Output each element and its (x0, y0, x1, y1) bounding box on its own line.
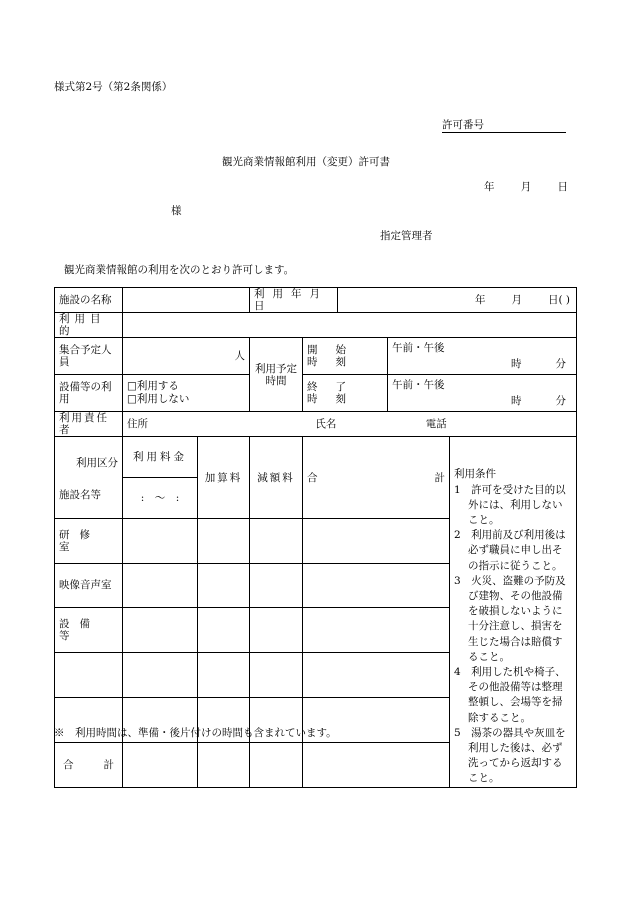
discount-header: 減額料 (250, 437, 303, 518)
surcharge-cell[interactable] (198, 563, 250, 608)
start-time-label: 開始時刻 (303, 338, 388, 375)
start-time-value[interactable] (388, 338, 577, 375)
use-no-checkbox[interactable]: □利用しない (127, 393, 190, 406)
condition-4: 4 利用した机や椅子、その他設備等は整理整頓し、会場等を掃除すること。 (454, 666, 566, 724)
conditions-cell (450, 437, 577, 787)
footnote: ※ 利用時間は、準備・後片付けの時間も含まれています。 (54, 727, 337, 739)
fee-cell[interactable] (123, 563, 198, 608)
discount-cell[interactable] (250, 608, 303, 653)
form-number: 様式第2号（第2条関係） (54, 81, 173, 93)
start-ampm: 午前・午後 (392, 342, 445, 355)
facility-name-value[interactable] (123, 288, 250, 313)
purpose-value[interactable] (123, 313, 577, 338)
total-cell[interactable] (303, 563, 450, 608)
usage-category-label: 利用区分 (76, 456, 118, 469)
surcharge-total[interactable] (198, 742, 250, 787)
total-cell[interactable] (303, 608, 450, 653)
document-title: 観光商業情報館利用（変更）許可書 (222, 156, 390, 168)
surcharge-cell[interactable] (198, 518, 250, 563)
equipment-label: 設備等の利用 (55, 375, 123, 412)
end-time-value[interactable] (388, 375, 577, 412)
fee-header: 利用料金 (123, 437, 198, 478)
total-header: 合 計 (303, 437, 450, 518)
permit-table (54, 287, 577, 788)
attendees-label: 集合予定人員 (55, 338, 123, 375)
grand-total-value[interactable] (303, 742, 450, 787)
usage-date-value[interactable] (338, 288, 577, 313)
usage-day: 日( ) (547, 294, 570, 307)
attendees-value[interactable] (123, 338, 250, 375)
date-month: 月 (520, 181, 532, 193)
name-label: 氏名 (315, 418, 337, 431)
condition-2: 2 利用前及び利用後は必ず職員に申し出その指示に従うこと。 (454, 529, 566, 572)
use-yes-checkbox[interactable]: □利用する (127, 380, 179, 393)
equipment-options (123, 375, 250, 412)
fee-total[interactable] (123, 742, 198, 787)
end-time-label: 終了時刻 (303, 375, 388, 412)
room-av: 映像音声室 (55, 563, 123, 608)
total-cell[interactable] (303, 653, 450, 698)
address-label: 住所 (127, 418, 148, 431)
start-hour: 時 (511, 358, 522, 371)
end-minute: 分 (555, 395, 566, 408)
fee-cell[interactable] (123, 518, 198, 563)
usage-date-label: 利用年月日 (250, 288, 338, 313)
discount-cell[interactable] (250, 653, 303, 698)
time-range-header: : ～ : (123, 478, 198, 519)
phone-label: 電話 (425, 418, 447, 431)
grand-total-label: 合 計 (55, 742, 123, 787)
permit-number (442, 120, 566, 133)
usage-month: 月 (511, 294, 522, 307)
condition-1: 1 許可を受けた目的以外には、利用しないこと。 (454, 483, 566, 526)
room-training: 研修室 (55, 518, 123, 563)
intro-text: 観光商業情報館の利用を次のとおり許可します。 (64, 264, 295, 276)
fee-cell[interactable] (123, 653, 198, 698)
addressee-suffix: 様 (171, 205, 182, 217)
facility-names-label: 施設名等 (59, 488, 101, 501)
surcharge-header: 加算料 (198, 437, 250, 518)
blank-room[interactable] (55, 653, 123, 698)
responsible-label: 利用責任者 (55, 412, 123, 437)
date-year: 年 (484, 181, 495, 193)
date-day: 日 (557, 181, 568, 193)
conditions-title: 利用条件 (454, 468, 496, 481)
condition-3: 3 火災、盗難の予防及び建物、その他設備を破損しないように十分注意し、損害を生じた場合は賠償すること。 (454, 574, 566, 663)
responsible-value[interactable] (123, 412, 577, 437)
end-ampm: 午前・午後 (392, 379, 445, 392)
discount-cell[interactable] (250, 518, 303, 563)
category-header (55, 437, 123, 518)
end-hour: 時 (511, 395, 522, 408)
room-equipment: 設備等 (55, 608, 123, 653)
attendees-unit: 人 (234, 350, 245, 363)
condition-5: 5 湯茶の器具や灰皿を利用した後は、必ず洗ってから返却すること。 (454, 726, 566, 785)
discount-cell[interactable] (250, 563, 303, 608)
fee-cell[interactable] (123, 608, 198, 653)
surcharge-cell[interactable] (198, 608, 250, 653)
discount-total[interactable] (250, 742, 303, 787)
facility-name-label: 施設の名称 (55, 288, 123, 313)
start-minute: 分 (555, 358, 566, 371)
total-cell[interactable] (303, 518, 450, 563)
purpose-label: 利用目的 (55, 313, 123, 338)
permit-number-label: 許可番号 (442, 120, 566, 133)
schedule-label: 利用予定時間 (250, 338, 303, 412)
issue-date (484, 182, 568, 193)
usage-year: 年 (474, 294, 486, 307)
surcharge-cell[interactable] (198, 653, 250, 698)
issuer-label: 指定管理者 (380, 230, 433, 242)
